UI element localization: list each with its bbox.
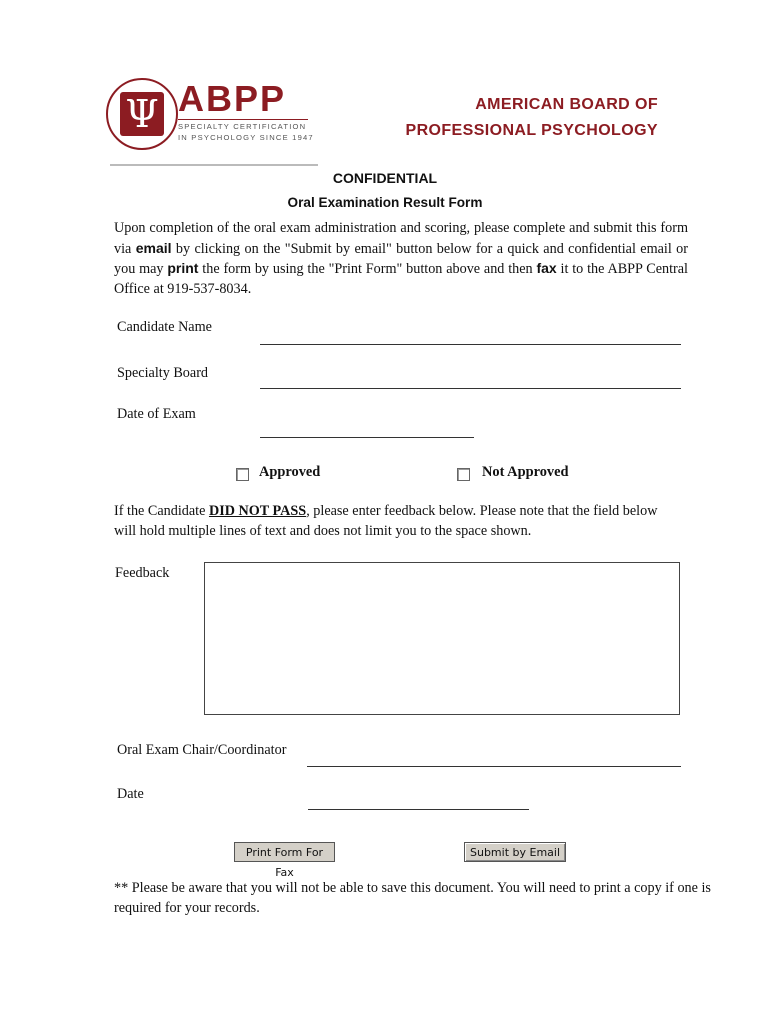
did-not-pass-emphasis: DID NOT PASS bbox=[208, 503, 307, 519]
feedback-textarea[interactable] bbox=[204, 562, 680, 715]
not-approved-checkbox[interactable] bbox=[457, 468, 470, 481]
approved-checkbox[interactable] bbox=[236, 468, 249, 481]
psi-symbol: Ψ bbox=[120, 92, 164, 136]
seal-icon bbox=[106, 78, 178, 150]
print-form-button[interactable]: Print Form For Fax bbox=[234, 842, 335, 862]
candidate-name-label: Candidate Name bbox=[117, 319, 212, 335]
print-emphasis: print bbox=[167, 260, 199, 276]
feedback-label: Feedback bbox=[115, 565, 170, 581]
candidate-name-underline bbox=[260, 344, 681, 345]
date-underline bbox=[308, 809, 529, 810]
specialty-board-label: Specialty Board bbox=[117, 365, 209, 381]
date-of-exam-underline bbox=[260, 437, 474, 438]
chair-label: Oral Exam Chair/Coordinator bbox=[117, 742, 287, 758]
date-label: Date bbox=[117, 786, 144, 802]
logo-wordmark: ABPP bbox=[178, 78, 287, 119]
submit-email-button[interactable]: Submit by Email bbox=[464, 842, 566, 862]
org-title-line-2: PROFESSIONAL PSYCHOLOGY bbox=[405, 122, 658, 139]
not-approved-label: Not Approved bbox=[482, 464, 569, 480]
chair-underline bbox=[307, 766, 681, 767]
logo-tagline-1: SPECIALTY CERTIFICATION bbox=[178, 122, 307, 131]
date-field[interactable] bbox=[308, 791, 529, 809]
logo-rule bbox=[178, 119, 308, 120]
intro-paragraph: Upon completion of the oral exam administration and scoring, please complete and submit this form via email by clicking on the "Submit by email" button below for a quick and confidential email or you may print the form by using the "Print Form" button above and then fax it to the ABPP Central Office at 919-537-8034. bbox=[114, 220, 688, 297]
feedback-note: If the Candidate DID NOT PASS, please enter feedback below. Please note that the field below will hold multiple lines of text and does not limit you to the space shown. bbox=[114, 503, 658, 539]
approved-label: Approved bbox=[259, 464, 321, 480]
email-emphasis: email bbox=[135, 239, 172, 256]
save-warning: ** Please be aware that you will not be able to save this document. You will need to print a copy if one is required for your records. bbox=[114, 880, 711, 916]
org-title-line-1: AMERICAN BOARD OF bbox=[475, 96, 658, 113]
logo-tagline-2: IN PSYCHOLOGY SINCE 1947 bbox=[178, 133, 314, 142]
specialty-board-underline bbox=[260, 388, 681, 389]
date-of-exam-field[interactable] bbox=[260, 419, 474, 437]
candidate-name-field[interactable] bbox=[260, 326, 680, 344]
confidential-heading: CONFIDENTIAL bbox=[332, 170, 438, 186]
abpp-logo bbox=[106, 78, 322, 170]
specialty-board-field[interactable] bbox=[260, 370, 680, 388]
form-title: Oral Examination Result Form bbox=[287, 195, 483, 210]
logo-underline bbox=[110, 164, 318, 166]
date-of-exam-label: Date of Exam bbox=[117, 406, 196, 422]
fax-emphasis: fax bbox=[536, 260, 557, 276]
chair-field[interactable] bbox=[307, 748, 681, 766]
